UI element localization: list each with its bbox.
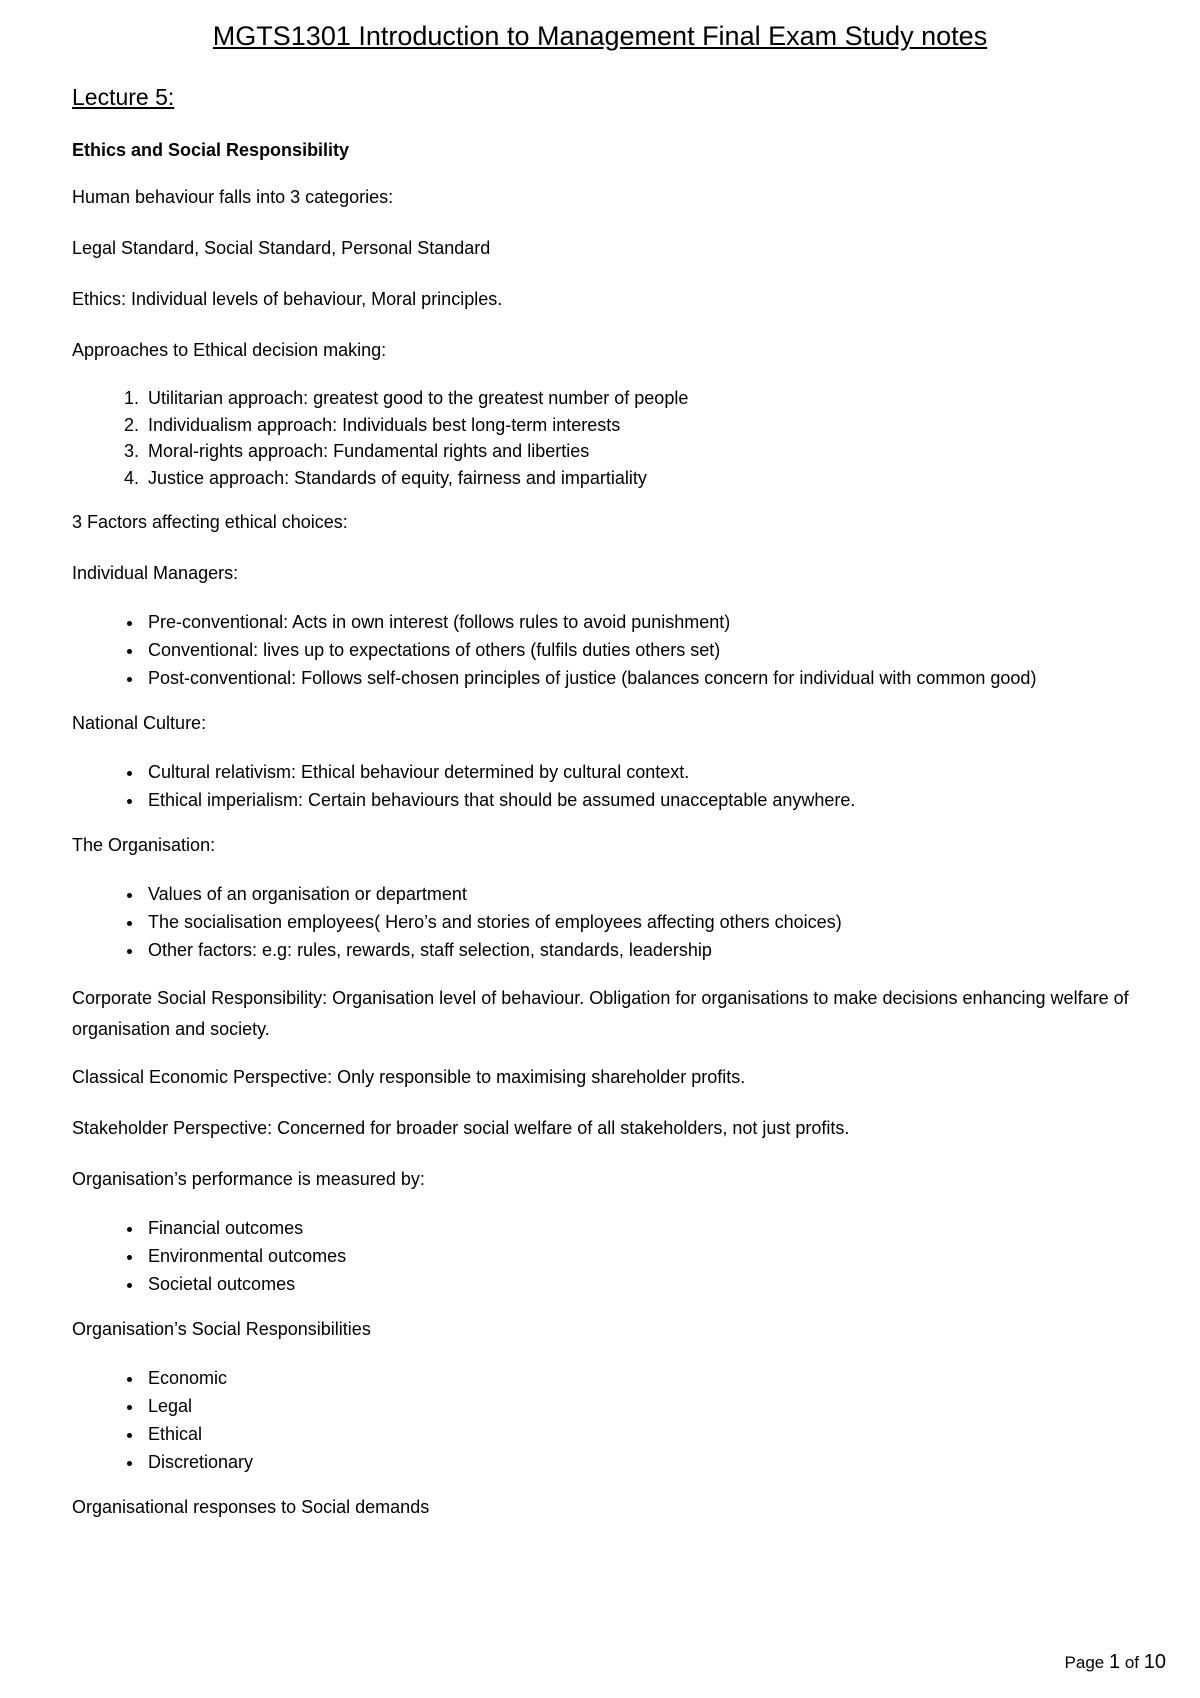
national-culture-list [72, 758, 1152, 814]
list-item: • Legal [144, 1392, 1152, 1420]
document-body [72, 82, 1152, 1546]
responsibilities-list [72, 1364, 1152, 1476]
performance-list [72, 1214, 1152, 1298]
page-footer [1065, 1650, 1166, 1675]
paragraph-stakeholder-perspective: Stakeholder Perspective: Concerned for broader social welfare of all stakeholders, not just profits. [72, 1118, 850, 1138]
list-item: • Cultural relativism: Ethical behaviour determined by cultural context. [144, 758, 1152, 786]
page-label: Page [1064, 1653, 1105, 1672]
paragraph-ethics-definition: Ethics: Individual levels of behaviour, Moral principles. [72, 289, 503, 309]
approaches-list [72, 385, 1152, 491]
list-item: • Post-conventional: Follows self-chosen principles of justice (balances concern for individual with common good) [144, 664, 1152, 692]
list-item: • Economic [144, 1364, 1152, 1392]
paragraph-factors-intro: 3 Factors affecting ethical choices: [72, 512, 348, 532]
document-title: MGTS1301 Introduction to Management Final Exam Study notes [212, 21, 988, 51]
paragraph-individual-managers: Individual Managers: [72, 563, 239, 583]
paragraph-standards: Legal Standard, Social Standard, Personal Standard [72, 238, 491, 258]
lecture-heading: Lecture 5: [72, 84, 175, 110]
list-item: • Ethical imperialism: Certain behaviours that should be assumed unacceptable anywhere. [144, 786, 1152, 814]
paragraph-approaches-intro: Approaches to Ethical decision making: [72, 340, 387, 360]
list-item: 3. Moral-rights approach: Fundamental rights and liberties [144, 438, 1152, 465]
section-heading: Ethics and Social Responsibility [72, 140, 350, 160]
list-item: • Conventional: lives up to expectations of others (fulfils duties others set) [144, 636, 1152, 664]
total-pages-number: 10 [1143, 1651, 1166, 1673]
list-item: • Ethical [144, 1420, 1152, 1448]
list-item: • Societal outcomes [144, 1270, 1152, 1298]
paragraph-csr-definition: Corporate Social Responsibility: Organisation level of behaviour. Obligation for organisations to make decisions enhancing welfare of organisation and society. [72, 988, 1129, 1039]
list-item: • Financial outcomes [144, 1214, 1152, 1242]
individual-managers-list [72, 608, 1152, 692]
list-item: • Environmental outcomes [144, 1242, 1152, 1270]
paragraph-classical-perspective: Classical Economic Perspective: Only responsible to maximising shareholder profits. [72, 1067, 746, 1087]
paragraph-organisation: The Organisation: [72, 835, 216, 855]
list-item: • Pre-conventional: Acts in own interest (follows rules to avoid punishment) [144, 608, 1152, 636]
list-item: • The socialisation employees( Hero’s and stories of employees affecting others choices) [144, 908, 1152, 936]
of-label: of [1124, 1653, 1140, 1672]
current-page-number: 1 [1108, 1651, 1121, 1673]
paragraph-responsibilities-intro: Organisation’s Social Responsibilities [72, 1319, 371, 1339]
paragraph-national-culture: National Culture: [72, 713, 207, 733]
paragraph-human-behaviour: Human behaviour falls into 3 categories: [72, 187, 394, 207]
paragraph-responses-intro: Organisational responses to Social demands [72, 1497, 430, 1517]
list-item: 1. Utilitarian approach: greatest good to the greatest number of people [144, 385, 1152, 412]
list-item: 2. Individualism approach: Individuals best long-term interests [144, 412, 1152, 439]
paragraph-performance-intro: Organisation’s performance is measured by: [72, 1169, 425, 1189]
list-item: • Values of an organisation or department [144, 880, 1152, 908]
list-item: • Other factors: e.g: rules, rewards, staff selection, standards, leadership [144, 936, 1152, 964]
list-item: 4. Justice approach: Standards of equity, fairness and impartiality [144, 465, 1152, 492]
organisation-list [72, 880, 1152, 964]
list-item: • Discretionary [144, 1448, 1152, 1476]
